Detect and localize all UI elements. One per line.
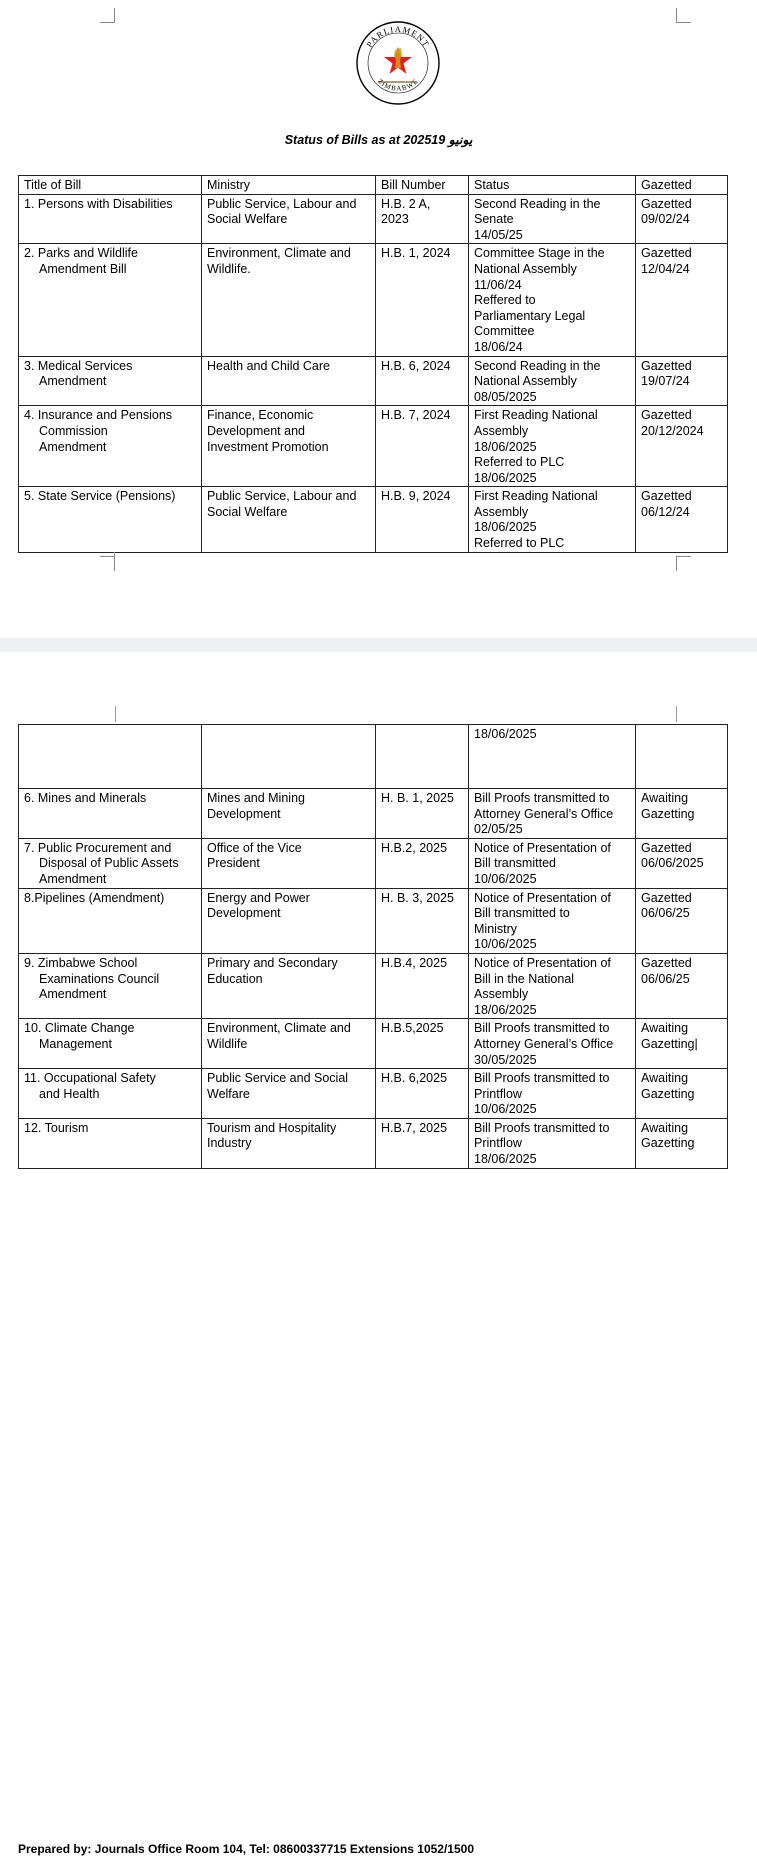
bill-number-cell xyxy=(376,487,469,552)
bill-number-line: H.B.2, 2025 xyxy=(381,840,448,855)
bill-number-cell xyxy=(376,953,469,1018)
title-line: Examinations Council xyxy=(39,971,160,986)
title-line: 3. Medical Services xyxy=(24,358,133,373)
gazetted-line: 06/06/25 xyxy=(641,906,690,921)
gazetted-line: 19/07/24 xyxy=(641,374,690,389)
title-line: Amendment xyxy=(39,374,107,389)
status-cell xyxy=(469,838,636,888)
gazetted-line: 09/02/24 xyxy=(641,212,690,227)
ministry-line: Health and Child Care xyxy=(207,358,330,373)
status-line: Printflow xyxy=(474,1086,522,1101)
title-cell xyxy=(19,487,202,552)
status-line: Printflow xyxy=(474,1136,522,1151)
title-cell xyxy=(19,1118,202,1168)
title-line: 9. Zimbabwe School xyxy=(24,955,138,970)
bill-number-cell xyxy=(376,194,469,244)
ministry-line: Finance, Economic xyxy=(207,408,314,423)
title-cell xyxy=(19,953,202,1018)
status-line: Assembly xyxy=(474,987,529,1002)
gazetted-line: 06/06/2025 xyxy=(641,856,704,871)
bill-number-line: H.B. 1, 2024 xyxy=(381,246,451,261)
title-cell xyxy=(19,194,202,244)
gazetted-line: Gazetting xyxy=(641,1086,695,1101)
title-line: 2. Parks and Wildlife xyxy=(24,246,138,261)
gazetted-line: Gazetted xyxy=(641,840,692,855)
gazetted-cell xyxy=(636,406,728,487)
header-status: Status xyxy=(469,176,636,195)
ministry-line: Investment Promotion xyxy=(207,439,329,454)
status-line: Bill Proofs transmitted to xyxy=(474,1120,610,1135)
title-cell xyxy=(19,888,202,953)
status-line: Second Reading in the xyxy=(474,358,601,373)
svg-text:PARLIAMENT: PARLIAMENT xyxy=(364,23,432,50)
ministry-line: Welfare xyxy=(207,1086,250,1101)
status-line: 18/06/2025 xyxy=(474,1002,537,1017)
status-line: Attorney General’s Office xyxy=(474,1036,614,1051)
ministry-cell xyxy=(202,953,376,1018)
bill-number-line: H.B. 7, 2024 xyxy=(381,408,451,423)
table-row xyxy=(19,1019,728,1069)
status-line: 18/06/2025 xyxy=(474,470,537,485)
ministry-line: Wildlife xyxy=(207,1036,248,1051)
ministry-cell xyxy=(202,244,376,356)
title-cell xyxy=(19,244,202,356)
status-cell xyxy=(469,888,636,953)
table-row xyxy=(19,406,728,487)
gazetted-line: Awaiting xyxy=(641,791,689,805)
status-cell xyxy=(469,789,636,839)
status-cell xyxy=(469,953,636,1018)
title-line: 7. Public Procurement and xyxy=(24,840,172,855)
title-line: Amendment xyxy=(39,987,107,1002)
title-cell xyxy=(19,1069,202,1119)
ministry-line: Public Service and Social xyxy=(207,1071,349,1086)
gazetted-cell xyxy=(636,244,728,356)
ministry-cell xyxy=(202,1069,376,1119)
bill-number-line: 2023 xyxy=(381,212,409,227)
gazetted-line: Gazetted xyxy=(641,890,692,905)
ministry-line: Wildlife. xyxy=(207,261,251,276)
status-line: Parliamentary Legal xyxy=(474,308,586,323)
status-line: Bill in the National xyxy=(474,971,575,986)
gazetted-line: 12/04/24 xyxy=(641,261,690,276)
table-row xyxy=(19,953,728,1018)
status-cell xyxy=(469,1069,636,1119)
crop-mark xyxy=(676,8,691,23)
ministry-line: Social Welfare xyxy=(207,212,288,227)
crop-mark xyxy=(115,706,116,722)
status-line: Committee xyxy=(474,324,535,339)
gazetted-line: Gazetted xyxy=(641,408,692,423)
status-line: Notice of Presentation of xyxy=(474,955,611,970)
status-cell: 18/06/2025 xyxy=(469,725,636,789)
ministry-line: Education xyxy=(207,971,263,986)
gazetted-cell xyxy=(636,789,728,839)
status-cell xyxy=(469,356,636,406)
gazetted-line: Awaiting xyxy=(641,1071,689,1086)
bill-number-line: H.B. 6, 2024 xyxy=(381,358,451,373)
title-line: 5. State Service (Pensions) xyxy=(24,489,176,504)
title-line: Amendment xyxy=(39,439,107,454)
ministry-line: Development xyxy=(207,906,281,921)
status-line: 18/06/2025 xyxy=(474,439,537,454)
gazetted-cell xyxy=(636,356,728,406)
status-line: 18/06/24 xyxy=(474,339,523,354)
status-cell xyxy=(469,406,636,487)
status-line: Reffered to xyxy=(474,293,536,308)
ministry-line: Public Service, Labour and xyxy=(207,196,357,211)
ministry-cell xyxy=(202,406,376,487)
gazetted-cell xyxy=(636,888,728,953)
status-line: Assembly xyxy=(474,423,529,438)
table-row xyxy=(19,194,728,244)
gazetted-cell xyxy=(636,1069,728,1119)
title-line: Commission xyxy=(39,423,108,438)
status-cell xyxy=(469,1118,636,1168)
status-line: 10/06/2025 xyxy=(474,871,537,886)
ministry-line: Development xyxy=(207,806,281,821)
gazetted-line: Gazetting xyxy=(641,1136,695,1151)
table-row xyxy=(19,244,728,356)
bill-number-line: H.B.5,2025 xyxy=(381,1021,444,1036)
table-row xyxy=(19,838,728,888)
table-header-row xyxy=(19,176,728,195)
bill-number-line: H. B. 1, 2025 xyxy=(381,791,454,805)
table-row xyxy=(19,789,728,839)
status-line: Assembly xyxy=(474,504,529,519)
document-page-2 xyxy=(0,652,757,1856)
gazetted-cell xyxy=(636,194,728,244)
ministry-line: Environment, Climate and xyxy=(207,1021,351,1036)
ministry-line: Tourism and Hospitality xyxy=(207,1120,337,1135)
status-line: Referred to PLC xyxy=(474,536,565,551)
status-line: First Reading National xyxy=(474,408,598,423)
status-line: 14/05/25 xyxy=(474,227,523,242)
status-line: 02/05/25 xyxy=(474,822,523,837)
ministry-cell xyxy=(202,838,376,888)
gazetted-cell xyxy=(636,838,728,888)
ministry-cell xyxy=(202,1019,376,1069)
status-line: First Reading National xyxy=(474,489,598,504)
ministry-cell xyxy=(202,356,376,406)
status-line: Second Reading in the xyxy=(474,196,601,211)
crop-mark xyxy=(100,8,115,23)
gazetted-line: Gazetted xyxy=(641,358,692,373)
header-bill-number: Bill Number xyxy=(376,176,469,195)
footer-text: Prepared by: Journals Office Room 104, Tel: 08600337715 Extensions 1052/1500 xyxy=(18,1842,475,1856)
table-row xyxy=(19,1118,728,1168)
gazetted-cell xyxy=(636,953,728,1018)
bill-number-line: H.B. 2 A, xyxy=(381,196,431,211)
status-line: Notice of Presentation of xyxy=(474,890,611,905)
title-line: 8.Pipelines (Amendment) xyxy=(24,890,165,905)
title-line: 1. Persons with Disabilities xyxy=(24,196,173,211)
gazetted-line: 06/12/24 xyxy=(641,504,690,519)
status-line: 30/05/2025 xyxy=(474,1052,537,1067)
status-line: 08/05/2025 xyxy=(474,389,537,404)
table-row-continuation xyxy=(19,725,728,789)
title-line: Amendment xyxy=(39,871,107,886)
status-line: 11/06/24 xyxy=(474,277,522,292)
ministry-line: Energy and Power xyxy=(207,890,310,905)
crop-mark xyxy=(100,556,115,571)
status-cell xyxy=(469,244,636,356)
status-line: National Assembly xyxy=(474,261,577,276)
bill-number-cell xyxy=(376,356,469,406)
gazetted-line: 20/12/2024 xyxy=(641,423,704,438)
gazetted-line: Gazetting xyxy=(641,806,695,821)
parliament-logo xyxy=(355,20,441,106)
ministry-line: Industry xyxy=(207,1136,252,1151)
gazetted-cell xyxy=(636,1019,728,1069)
bills-table-continued xyxy=(18,724,728,1169)
bill-number-line: H.B. 6,2025 xyxy=(381,1071,448,1086)
ministry-line: Mines and Mining xyxy=(207,791,305,805)
status-line: Bill Proofs transmitted to xyxy=(474,791,610,805)
ministry-cell xyxy=(202,1118,376,1168)
page-separator xyxy=(0,638,757,652)
ministry-line: Social Welfare xyxy=(207,504,288,519)
gazetted-line: 06/06/25 xyxy=(641,971,690,986)
bill-number-cell xyxy=(376,1069,469,1119)
page-heading: Status of Bills as at 2025يونيو 19 xyxy=(284,133,473,147)
title-cell xyxy=(19,789,202,839)
status-line: Bill transmitted xyxy=(474,856,556,871)
title-line: 10. Climate Change xyxy=(24,1021,135,1036)
bill-number-cell xyxy=(376,1019,469,1069)
bill-number-cell xyxy=(376,1118,469,1168)
status-line: Referred to PLC xyxy=(474,455,565,470)
status-line: National Assembly xyxy=(474,374,577,389)
status-line: Bill Proofs transmitted to xyxy=(474,1021,610,1036)
title-line: Management xyxy=(39,1036,112,1051)
table-row xyxy=(19,487,728,552)
bill-number-line: H.B.7, 2025 xyxy=(381,1120,448,1135)
ministry-cell xyxy=(202,194,376,244)
gazetted-line: Gazetted xyxy=(641,246,692,261)
status-line: Bill transmitted to xyxy=(474,906,570,921)
table-row xyxy=(19,888,728,953)
table-row xyxy=(19,1069,728,1119)
ministry-cell xyxy=(202,487,376,552)
ministry-line: Primary and Secondary xyxy=(207,955,338,970)
gazetted-line: Gazetted xyxy=(641,489,692,504)
bills-table xyxy=(18,175,728,553)
title-cell xyxy=(19,1019,202,1069)
gazetted-cell xyxy=(636,1118,728,1168)
status-line: 18/06/2025 xyxy=(474,1152,537,1167)
svg-text:ZIMBABWE: ZIMBABWE xyxy=(375,77,421,93)
crop-mark xyxy=(676,556,691,571)
bill-number-line: H.B. 9, 2024 xyxy=(381,489,451,504)
title-line: and Health xyxy=(39,1086,100,1101)
bill-number-cell xyxy=(376,406,469,487)
status-line: Attorney General’s Office xyxy=(474,806,614,821)
title-line: Disposal of Public Assets xyxy=(39,856,179,871)
bill-number-cell xyxy=(376,838,469,888)
status-line: Bill Proofs transmitted to xyxy=(474,1071,610,1086)
status-line: 18/06/2025 xyxy=(474,520,537,535)
bill-number-cell xyxy=(376,244,469,356)
gazetted-line: Gazetted xyxy=(641,955,692,970)
crop-mark xyxy=(676,706,677,722)
bill-number-cell xyxy=(376,888,469,953)
header-title-of-bill: Title of Bill xyxy=(19,176,202,195)
status-line: Committee Stage in the xyxy=(474,246,605,261)
title-line: 4. Insurance and Pensions xyxy=(24,408,173,423)
status-line: Ministry xyxy=(474,921,518,936)
ministry-line: Development and xyxy=(207,423,305,438)
gazetted-line: Gazetting| xyxy=(641,1036,698,1051)
gazetted-line: Awaiting xyxy=(641,1120,689,1135)
title-line: 12. Tourism xyxy=(24,1120,89,1135)
status-line: 10/06/2025 xyxy=(474,1102,537,1117)
ministry-line: Office of the Vice xyxy=(207,840,302,855)
status-cell xyxy=(469,194,636,244)
status-line: 10/06/2025 xyxy=(474,937,537,952)
document-page-1 xyxy=(0,0,757,638)
title-line: 6. Mines and Minerals xyxy=(24,791,147,805)
title-line: Amendment Bill xyxy=(39,261,127,276)
bill-number-cell xyxy=(376,789,469,839)
table-row xyxy=(19,356,728,406)
gazetted-line: Gazetted xyxy=(641,196,692,211)
bill-number-line: H.B.4, 2025 xyxy=(381,955,448,970)
status-cell xyxy=(469,487,636,552)
header-ministry: Ministry xyxy=(202,176,376,195)
ministry-line: Public Service, Labour and xyxy=(207,489,357,504)
ministry-line: Environment, Climate and xyxy=(207,246,351,261)
status-cell xyxy=(469,1019,636,1069)
ministry-cell xyxy=(202,888,376,953)
header-gazetted: Gazetted xyxy=(636,176,728,195)
title-cell xyxy=(19,356,202,406)
status-line: Senate xyxy=(474,212,514,227)
bill-number-line: H. B. 3, 2025 xyxy=(381,890,454,905)
title-cell xyxy=(19,838,202,888)
title-line: 11. Occupational Safety xyxy=(24,1071,156,1086)
ministry-cell xyxy=(202,789,376,839)
gazetted-cell xyxy=(636,487,728,552)
title-cell xyxy=(19,406,202,487)
gazetted-line: Awaiting xyxy=(641,1021,689,1036)
ministry-line: President xyxy=(207,856,260,871)
status-line: Notice of Presentation of xyxy=(474,840,611,855)
